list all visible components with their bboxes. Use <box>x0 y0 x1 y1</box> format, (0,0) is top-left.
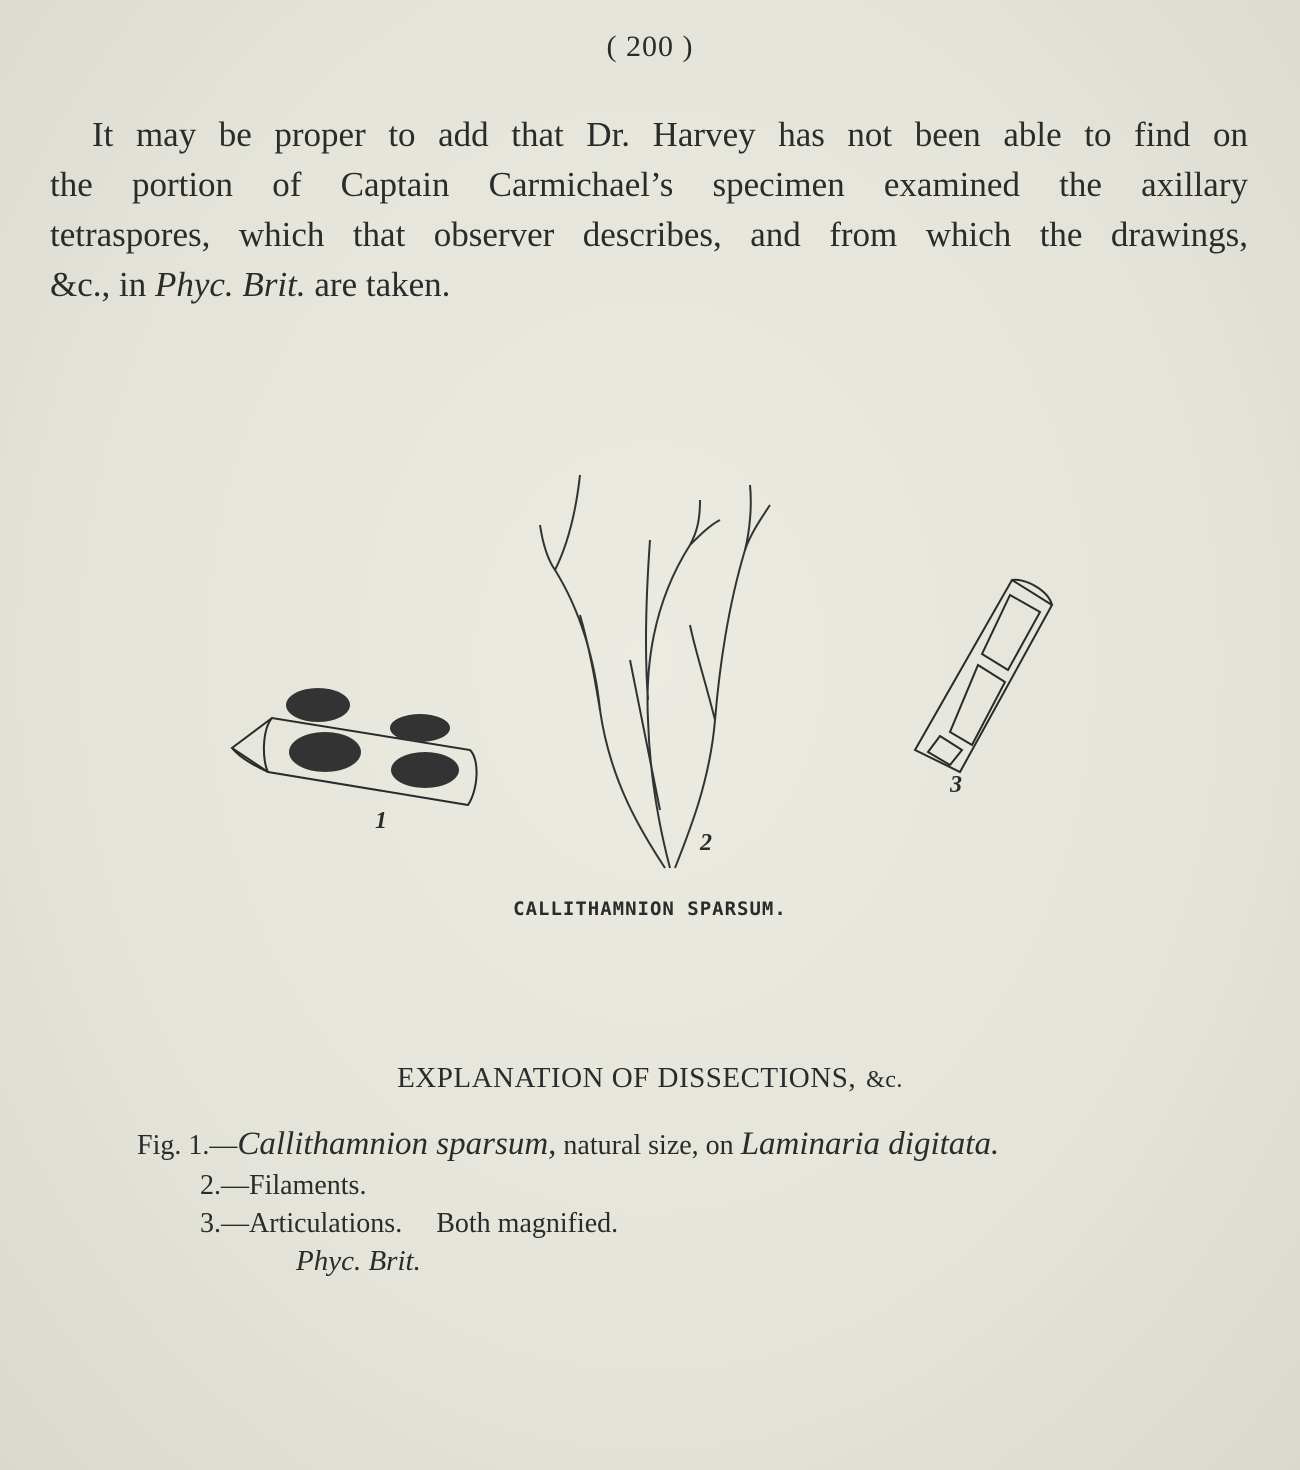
body-paragraph <box>50 110 1248 310</box>
explanation-heading-amp: &c. <box>866 1067 903 1093</box>
explanation-fig-1 <box>137 1126 999 1163</box>
fig-label-3: 3 <box>950 772 962 798</box>
engraving-figure <box>0 460 1300 880</box>
fig3-articulations <box>915 580 1052 772</box>
engraving-illustration <box>0 460 1300 880</box>
fig1-species: Callithamnion sparsum, <box>237 1126 557 1162</box>
explanation-source: Phyc. Brit. <box>296 1245 421 1277</box>
fig-label-2: 2 <box>700 830 712 856</box>
paragraph-line-3: tetraspores, which that observer describes, and from which the drawings, <box>50 215 1248 254</box>
fig1-host: Laminaria digitata. <box>740 1126 1000 1162</box>
paragraph-line-4-prefix: &c., in <box>50 265 147 304</box>
fig1-tufts <box>286 688 459 788</box>
fig-label-1: 1 <box>375 808 387 834</box>
fig1-prefix: Fig. 1.— <box>137 1130 238 1161</box>
fig2-filaments <box>540 475 770 868</box>
paragraph-line-4-suffix: are taken. <box>314 265 451 304</box>
paragraph-line-4 <box>50 260 1248 310</box>
explanation-heading <box>0 1062 1300 1095</box>
explanation-fig-2: 2.—Filaments. <box>200 1170 367 1201</box>
fig3-text: 3.—Articulations. <box>200 1208 403 1239</box>
fig1-middle: natural size, on <box>563 1130 734 1161</box>
paragraph-line-2: the portion of Captain Carmichael’s specimen examined the axillary <box>50 165 1248 204</box>
page-number: ( 200 ) <box>606 30 694 63</box>
fig3-suffix: Both magnified. <box>436 1208 619 1239</box>
paragraph-line-1: It may be proper to add that Dr. Harvey has not been able to find on <box>92 115 1248 154</box>
explanation-heading-text: EXPLANATION OF DISSECTIONS, <box>397 1062 857 1094</box>
phyc-brit-reference: Phyc. Brit. <box>154 265 306 304</box>
explanation-fig-3 <box>200 1208 618 1240</box>
figure-caption: CALLITHAMNION SPARSUM. <box>513 898 787 920</box>
